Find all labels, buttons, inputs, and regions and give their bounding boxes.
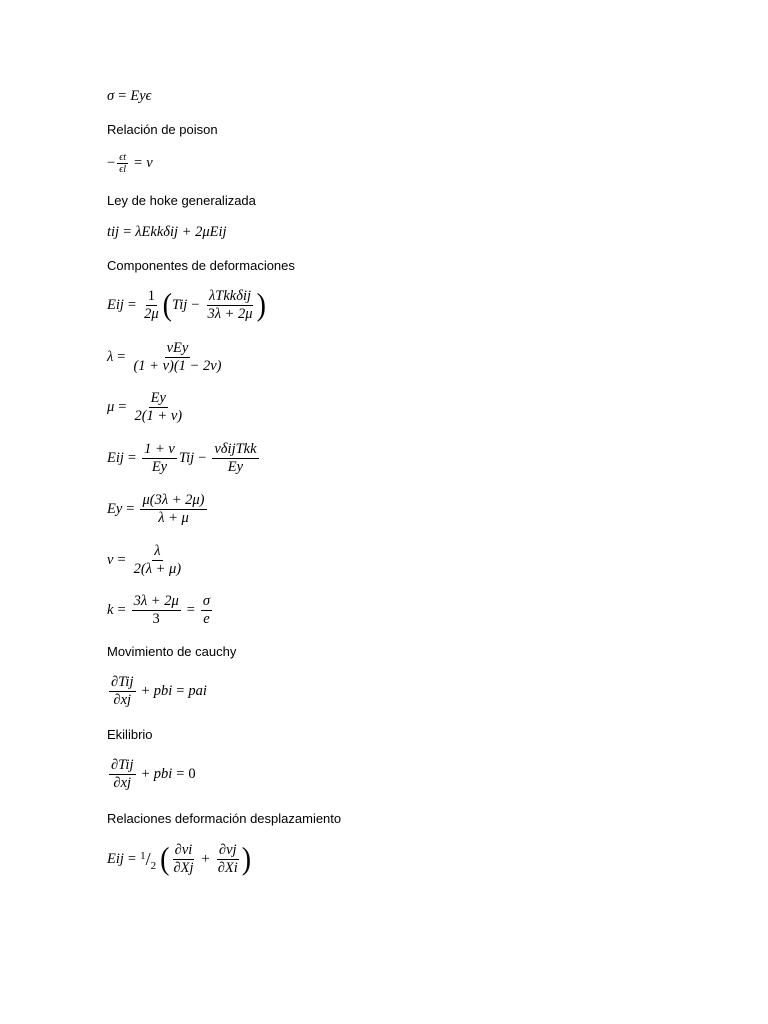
stress-strain-equation <box>107 88 151 105</box>
fraction-denominator: 3λ + 2μ <box>207 306 253 322</box>
fraction-numerator: Ey <box>150 390 166 406</box>
eq-rhs: pai <box>188 683 207 699</box>
left-paren: ( <box>162 287 172 323</box>
lambda-fraction <box>131 340 223 375</box>
bulk-modulus-equation <box>107 593 214 628</box>
derivative-fraction <box>109 674 136 709</box>
half-coefficient <box>140 849 156 870</box>
heading-hooke: Ley de hoke generalizada <box>107 193 256 208</box>
plus-sign: + <box>141 766 150 782</box>
v-fraction <box>132 543 184 578</box>
main-fraction <box>205 288 254 323</box>
fraction-denominator: 2μ <box>144 306 159 322</box>
equals-sign: = <box>117 602 126 618</box>
eq-rhs: Eyϵ <box>130 88 152 104</box>
first-fraction <box>132 593 181 628</box>
second-fraction <box>201 593 212 628</box>
young-modulus-equation <box>107 492 209 527</box>
half-denominator: 2 <box>150 860 157 872</box>
equals-sign: = <box>118 88 127 104</box>
term: Tij <box>178 450 195 466</box>
fraction-numerator: ∂Tij <box>111 757 134 773</box>
heading-equilibrium: Ekilibrio <box>107 727 153 742</box>
fraction-denominator: 2(1 + v) <box>134 408 183 424</box>
fraction-numerator: vδijTkk <box>214 441 257 457</box>
fraction-numerator: vEy <box>166 340 189 356</box>
second-fraction <box>216 842 240 877</box>
fraction-denominator: ∂xj <box>113 775 132 791</box>
heading-cauchy: Movimiento de cauchy <box>107 644 237 659</box>
fraction-numerator: 1 <box>147 288 155 304</box>
equals-sign: = <box>123 224 132 240</box>
minus-sign: − <box>198 450 207 466</box>
eq-lhs: Eij <box>107 851 124 867</box>
fraction-denominator: 2(λ + μ) <box>133 561 182 577</box>
equals-sign-2: = <box>186 602 195 618</box>
fraction-denominator: Ey <box>227 459 244 475</box>
fraction-denominator: ∂Xi <box>217 860 238 876</box>
lambda-equation <box>107 340 225 375</box>
strain-displacement-equation <box>107 842 251 877</box>
second-fraction <box>212 441 258 476</box>
coefficient-fraction <box>142 288 161 323</box>
half-numerator: 1 <box>140 850 146 862</box>
strain-components-equation <box>107 288 266 323</box>
eq-lhs: σ <box>107 88 115 104</box>
plus-sign: + <box>201 851 210 867</box>
equals-sign: = <box>117 349 126 365</box>
fraction-denominator: (1 + v)(1 − 2v) <box>133 358 222 374</box>
equals-sign: = <box>118 399 127 415</box>
mu-equation <box>107 390 186 425</box>
fraction-numerator: ∂vj <box>218 842 237 858</box>
term: pbi <box>153 766 173 782</box>
ey-fraction <box>140 492 206 527</box>
right-paren: ) <box>256 287 266 323</box>
poisson-fraction <box>117 152 128 175</box>
eq-lhs: Eij <box>107 450 124 466</box>
eq-lhs: v <box>107 552 114 568</box>
heading-poisson: Relación de poison <box>107 122 218 137</box>
eq-rhs: 0 <box>188 766 196 782</box>
eq-lhs: μ <box>107 399 115 415</box>
fraction-numerator: ∂vi <box>174 842 193 858</box>
equals-sign: = <box>127 851 137 867</box>
eq-lhs: Eij <box>107 297 124 313</box>
fraction-denominator: ∂xj <box>113 692 132 708</box>
fraction-numerator: ϵt <box>119 152 126 163</box>
fraction-numerator: σ <box>202 593 211 609</box>
heading-components: Componentes de deformaciones <box>107 258 295 273</box>
fraction-numerator: ∂Tij <box>111 674 134 690</box>
eq-lhs: k <box>107 602 114 618</box>
term: Tij <box>171 297 188 313</box>
plus-sign: + <box>141 683 150 699</box>
fraction-numerator: μ(3λ + 2μ) <box>142 492 205 508</box>
equals-sign: = <box>176 766 185 782</box>
minus-sign: − <box>191 297 200 313</box>
equals-sign: = <box>117 552 126 568</box>
right-paren: ) <box>241 841 252 877</box>
strain-alt-equation <box>107 441 261 476</box>
fraction-denominator: ∂Xj <box>173 860 194 876</box>
hooke-equation <box>107 224 227 241</box>
term: pbi <box>153 683 173 699</box>
first-fraction <box>142 441 177 476</box>
fraction-numerator: λTkkδij <box>209 288 252 304</box>
equals-sign: = <box>176 683 185 699</box>
eq-rhs: v <box>146 155 153 171</box>
minus-sign: − <box>107 155 116 171</box>
equals-sign: = <box>127 297 137 313</box>
fraction-denominator: e <box>203 611 210 627</box>
eq-lhs: tij <box>107 224 120 240</box>
equilibrium-equation <box>107 757 196 792</box>
equals-sign: = <box>134 155 143 171</box>
left-paren: ( <box>160 841 170 877</box>
equals-sign: = <box>127 450 137 466</box>
mu-fraction <box>132 390 184 425</box>
fraction-numerator: 3λ + 2μ <box>133 593 179 609</box>
slash: / <box>145 849 151 869</box>
poisson-ratio-equation <box>107 543 185 578</box>
eq-rhs: λEkkδij + 2μEij <box>135 224 227 240</box>
fraction-denominator: ϵl <box>119 164 126 175</box>
fraction-denominator: Ey <box>151 459 168 475</box>
fraction-denominator: 3 <box>152 611 160 627</box>
eq-lhs: λ <box>107 349 114 365</box>
poisson-equation <box>107 152 153 175</box>
first-fraction <box>171 842 195 877</box>
eq-lhs: Ey <box>107 501 123 517</box>
heading-displacement: Relaciones deformación desplazamiento <box>107 811 342 826</box>
equals-sign: = <box>126 501 135 517</box>
fraction-denominator: λ + μ <box>158 510 189 526</box>
fraction-numerator: 1 + v <box>144 441 175 457</box>
fraction-numerator: λ <box>154 543 161 559</box>
derivative-fraction <box>109 757 136 792</box>
cauchy-equation <box>107 674 207 709</box>
